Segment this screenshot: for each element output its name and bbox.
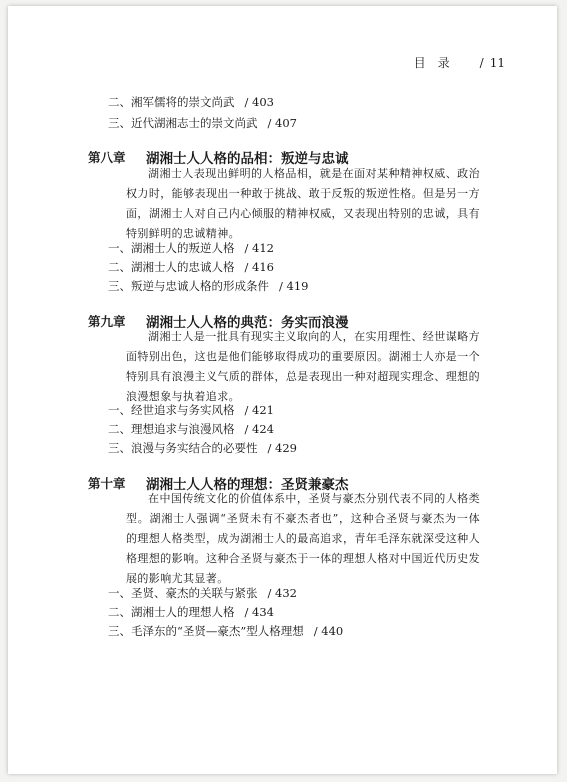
toc-entry-title: 三、叛逆与忠诚人格的形成条件 — [108, 279, 269, 293]
toc-entry-page: / 419 — [279, 279, 309, 293]
toc-entry-title: 二、湖湘士人的理想人格 — [108, 605, 235, 619]
chapter-summary: 湖湘士人表现出鲜明的人格品相，就是在面对某种精神权威、政治权力时，能够表现出一种敢于挑战、敢于反叛的叛逆性格。但是另一方面，湖湘士人对自己内心倾服的精神权威，又表现出特别的忠诚，具有特别鲜明的忠诚精神。 — [126, 167, 480, 240]
toc-entry-title: 一、圣贤、豪杰的关联与紧张 — [108, 586, 258, 600]
toc-entry-title: 三、近代湖湘志士的崇文尚武 — [108, 116, 258, 130]
toc-entry-title: 三、浪漫与务实结合的必要性 — [108, 441, 258, 455]
toc-entry[interactable] — [108, 278, 308, 294]
toc-entry-title: 二、湖湘士人的忠诚人格 — [108, 260, 235, 274]
toc-entry-page: / 429 — [267, 441, 297, 455]
toc-entry[interactable] — [108, 240, 274, 256]
toc-entry[interactable] — [108, 115, 297, 131]
chapter-number: 第九章 — [88, 314, 126, 329]
toc-entry-page: / 407 — [267, 116, 297, 130]
toc-entry-page: / 416 — [244, 260, 274, 274]
toc-entry[interactable] — [108, 585, 297, 601]
toc-entry-title: 一、经世追求与务实风格 — [108, 403, 235, 417]
toc-entry[interactable] — [108, 623, 343, 639]
document-page — [8, 6, 557, 774]
toc-entry-page: / 434 — [244, 605, 274, 619]
toc-entry-page: / 432 — [267, 586, 297, 600]
toc-entry[interactable] — [108, 259, 274, 275]
chapter-summary: 在中国传统文化的价值体系中，圣贤与豪杰分别代表不同的人格类型。湖湘士人强调“圣贤未有不豪杰者也”，这种合圣贤与豪杰为一体的理想人格类型，成为湖湘士人的最高追求，青年毛泽东就深受这种人格理想的影响。这种合圣贤与豪杰于一体的理想人格对中国近代历史发展的影响尤其显著。 — [126, 492, 480, 585]
running-header — [414, 54, 505, 71]
toc-entry-title: 二、理想追求与浪漫风格 — [108, 422, 235, 436]
chapter-number: 第八章 — [88, 150, 126, 165]
header-section: 目 录 — [413, 56, 450, 70]
chapter-title[interactable]: 湖湘士人人格的典范：务实而浪漫 — [146, 315, 349, 331]
toc-entry[interactable] — [108, 440, 297, 456]
chapter-title[interactable]: 湖湘士人人格的品相：叛逆与忠诚 — [146, 151, 349, 167]
header-page-number: 11 — [489, 56, 505, 70]
chapter-title[interactable]: 湖湘士人人格的理想：圣贤兼豪杰 — [146, 477, 349, 493]
toc-entry-title: 一、湖湘士人的叛逆人格 — [108, 241, 235, 255]
toc-entry-title: 二、湘军儒将的崇文尚武 — [108, 95, 235, 109]
toc-entry-title: 三、毛泽东的“圣贤—豪杰”型人格理想 — [108, 624, 304, 638]
toc-entry[interactable] — [108, 604, 274, 620]
header-divider: / — [479, 56, 484, 70]
toc-entry[interactable] — [108, 94, 274, 110]
toc-entry-page: / 424 — [244, 422, 274, 436]
toc-entry[interactable] — [108, 421, 274, 437]
toc-entry-page: / 421 — [244, 403, 274, 417]
toc-entry-page: / 412 — [244, 241, 274, 255]
toc-entry-page: / 403 — [244, 95, 274, 109]
chapter-number: 第十章 — [88, 476, 126, 491]
chapter-summary: 湖湘士人是一批具有现实主义取向的人，在实用理性、经世谋略方面特别出色，这也是他们能够取得成功的重要原因。湖湘士人亦是一个特别具有浪漫主义气质的群体，总是表现出一种对超现实理念、理想的浪漫想象与执着追求。 — [126, 330, 480, 403]
toc-entry[interactable] — [108, 402, 274, 418]
toc-entry-page: / 440 — [313, 624, 344, 638]
